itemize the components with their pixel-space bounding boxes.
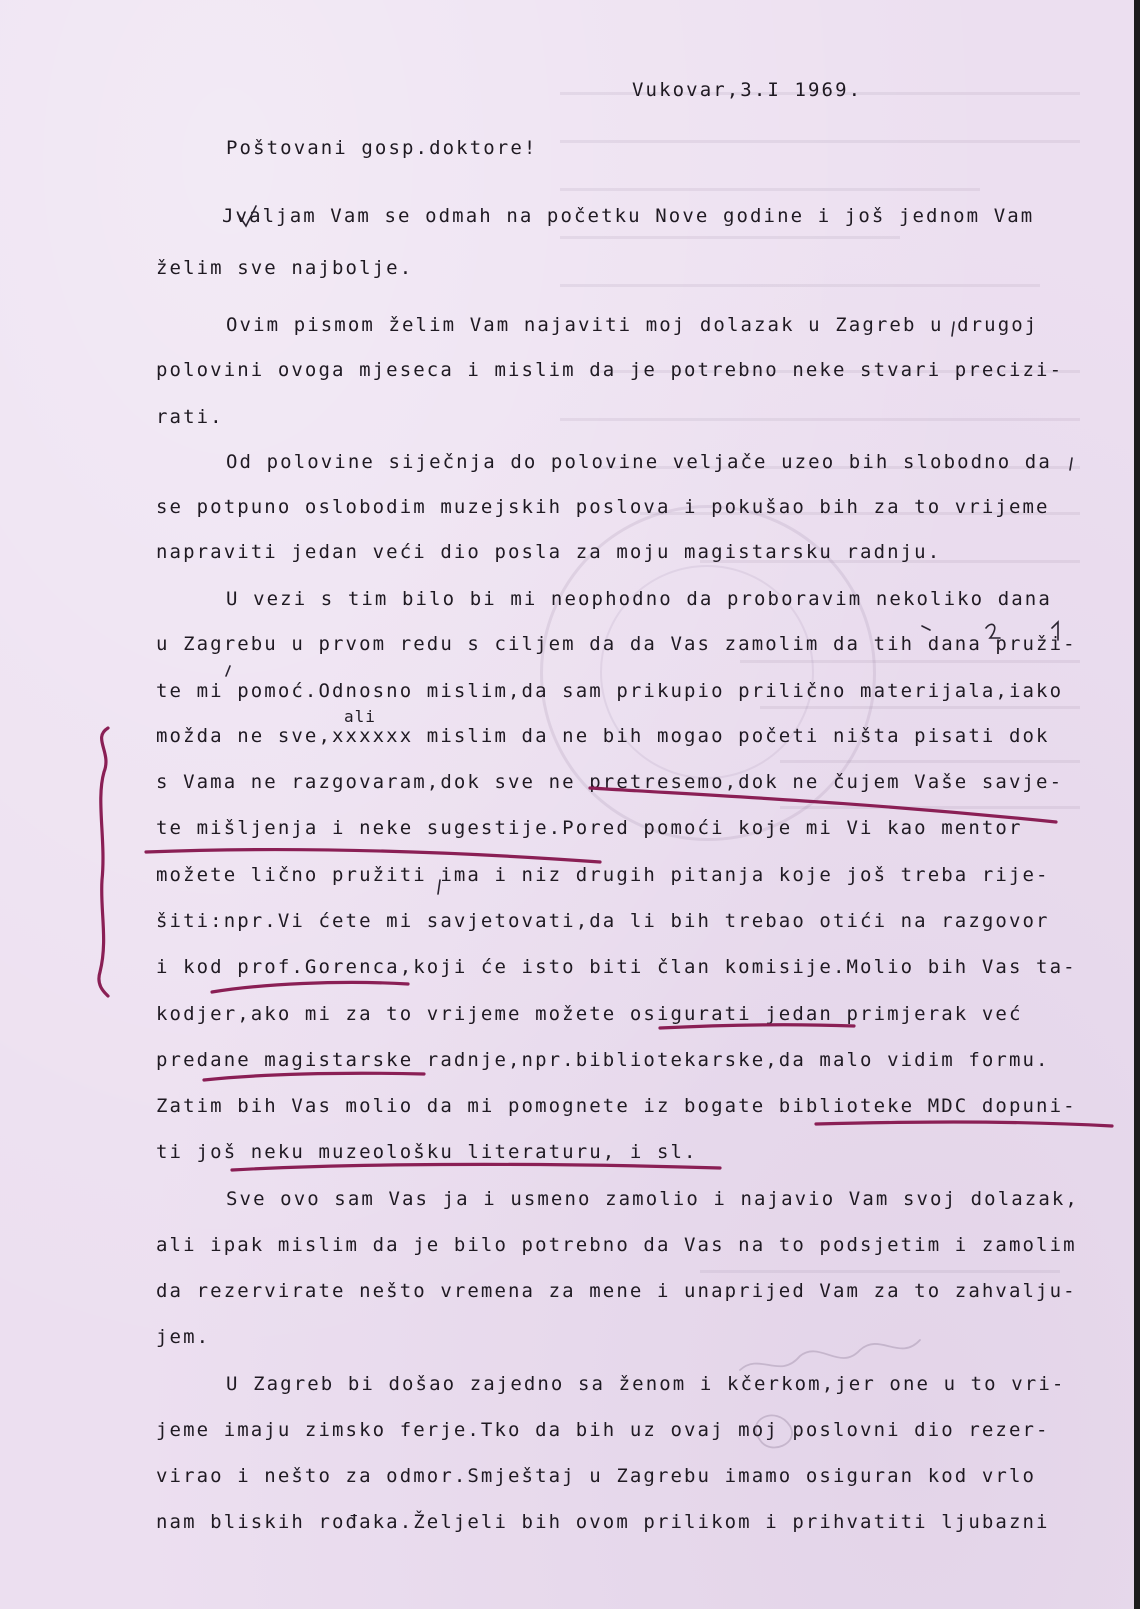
- body-line: Od polovine siječnja do polovine veljače uzeo bih slobodno da: [226, 451, 1052, 473]
- body-line: kodjer,ako mi za to vrijeme možete osigurati jedan primjerak već: [156, 1003, 1023, 1025]
- body-line: u Zagrebu u prvom redu s ciljem da da Vas zamolim da tih dana pruži-: [156, 633, 1077, 655]
- body-line: ti još neku muzeološku literaturu, i sl.: [156, 1141, 698, 1163]
- body-line: predane magistarske radnje,npr.bibliotekarske,da malo vidim formu.: [156, 1049, 1050, 1071]
- body-line: Jvaljam Vam se odmah na početku Nove godine i još jednom Vam: [222, 205, 1035, 227]
- body-line: virao i nešto za odmor.Smještaj u Zagrebu imamo osiguran kod vrlo: [156, 1465, 1037, 1487]
- body-line: jeme imaju zimsko ferje.Tko da bih uz ovaj moj poslovni dio rezer-: [156, 1419, 1050, 1441]
- body-line: da rezervirate nešto vremena za mene i unaprijed Vam za to zahvalju-: [156, 1280, 1077, 1302]
- body-line: i kod prof.Gorenca,koji će isto biti član komisije.Molio bih Vas ta-: [156, 956, 1077, 978]
- body-line: s Vama ne razgovaram,dok sve ne pretresemo,dok ne čujem Vaše savje-: [156, 771, 1064, 793]
- scan-edge: [1134, 0, 1140, 1609]
- body-line: te mi pomoć.Odnosno mislim,da sam prikupio prilično materijala,iako: [156, 680, 1064, 702]
- body-line: želim sve najbolje.: [156, 257, 414, 279]
- body-line: U Zagreb bi došao zajedno sa ženom i kčerkom,jer one u to vri-: [226, 1373, 1066, 1395]
- body-line: Sve ovo sam Vas ja i usmeno zamolio i najavio Vam svoj dolazak,: [226, 1188, 1079, 1210]
- body-line: šiti:npr.Vi ćete mi savjetovati,da li bih trebao otići na razgovor: [156, 910, 1050, 932]
- body-line: jem.: [156, 1326, 211, 1348]
- body-line: napraviti jedan veći dio posla za moju magistarsku radnju.: [156, 541, 942, 563]
- interlinear-insert: ali: [344, 707, 376, 726]
- body-line: Ovim pismom želim Vam najaviti moj dolazak u Zagreb u drugoj: [226, 314, 1039, 336]
- body-line: rati.: [156, 406, 224, 428]
- body-line: U vezi s tim bilo bi mi neophodno da proboravim nekoliko dana: [226, 588, 1052, 610]
- body-line: ali ipak mislim da je bilo potrebno da Vas na to podsjetim i zamolim: [156, 1234, 1077, 1256]
- body-line: se potpuno oslobodim muzejskih poslova i pokušao bih za to vrijeme: [156, 496, 1050, 518]
- body-line: nam bliskih rođaka.Željeli bih ovom prilikom i prihvatiti ljubazni: [156, 1511, 1050, 1533]
- body-line: možete lično pružiti ima i niz drugih pitanja koje još treba rije-: [156, 864, 1050, 886]
- body-line: Zatim bih Vas molio da mi pomognete iz bogate biblioteke MDC dopuni-: [156, 1095, 1077, 1117]
- body-line: polovini ovoga mjeseca i mislim da je potrebno neke stvari precizi-: [156, 359, 1064, 381]
- body-line: možda ne sve,xxxxxx mislim da ne bih mogao početi ništa pisati dok: [156, 725, 1050, 747]
- place-date: Vukovar,3.I 1969.: [632, 79, 863, 101]
- salutation: Poštovani gosp.doktore!: [226, 137, 538, 159]
- body-line: te mišljenja i neke sugestije.Pored pomoći koje mi Vi kao mentor: [156, 817, 1023, 839]
